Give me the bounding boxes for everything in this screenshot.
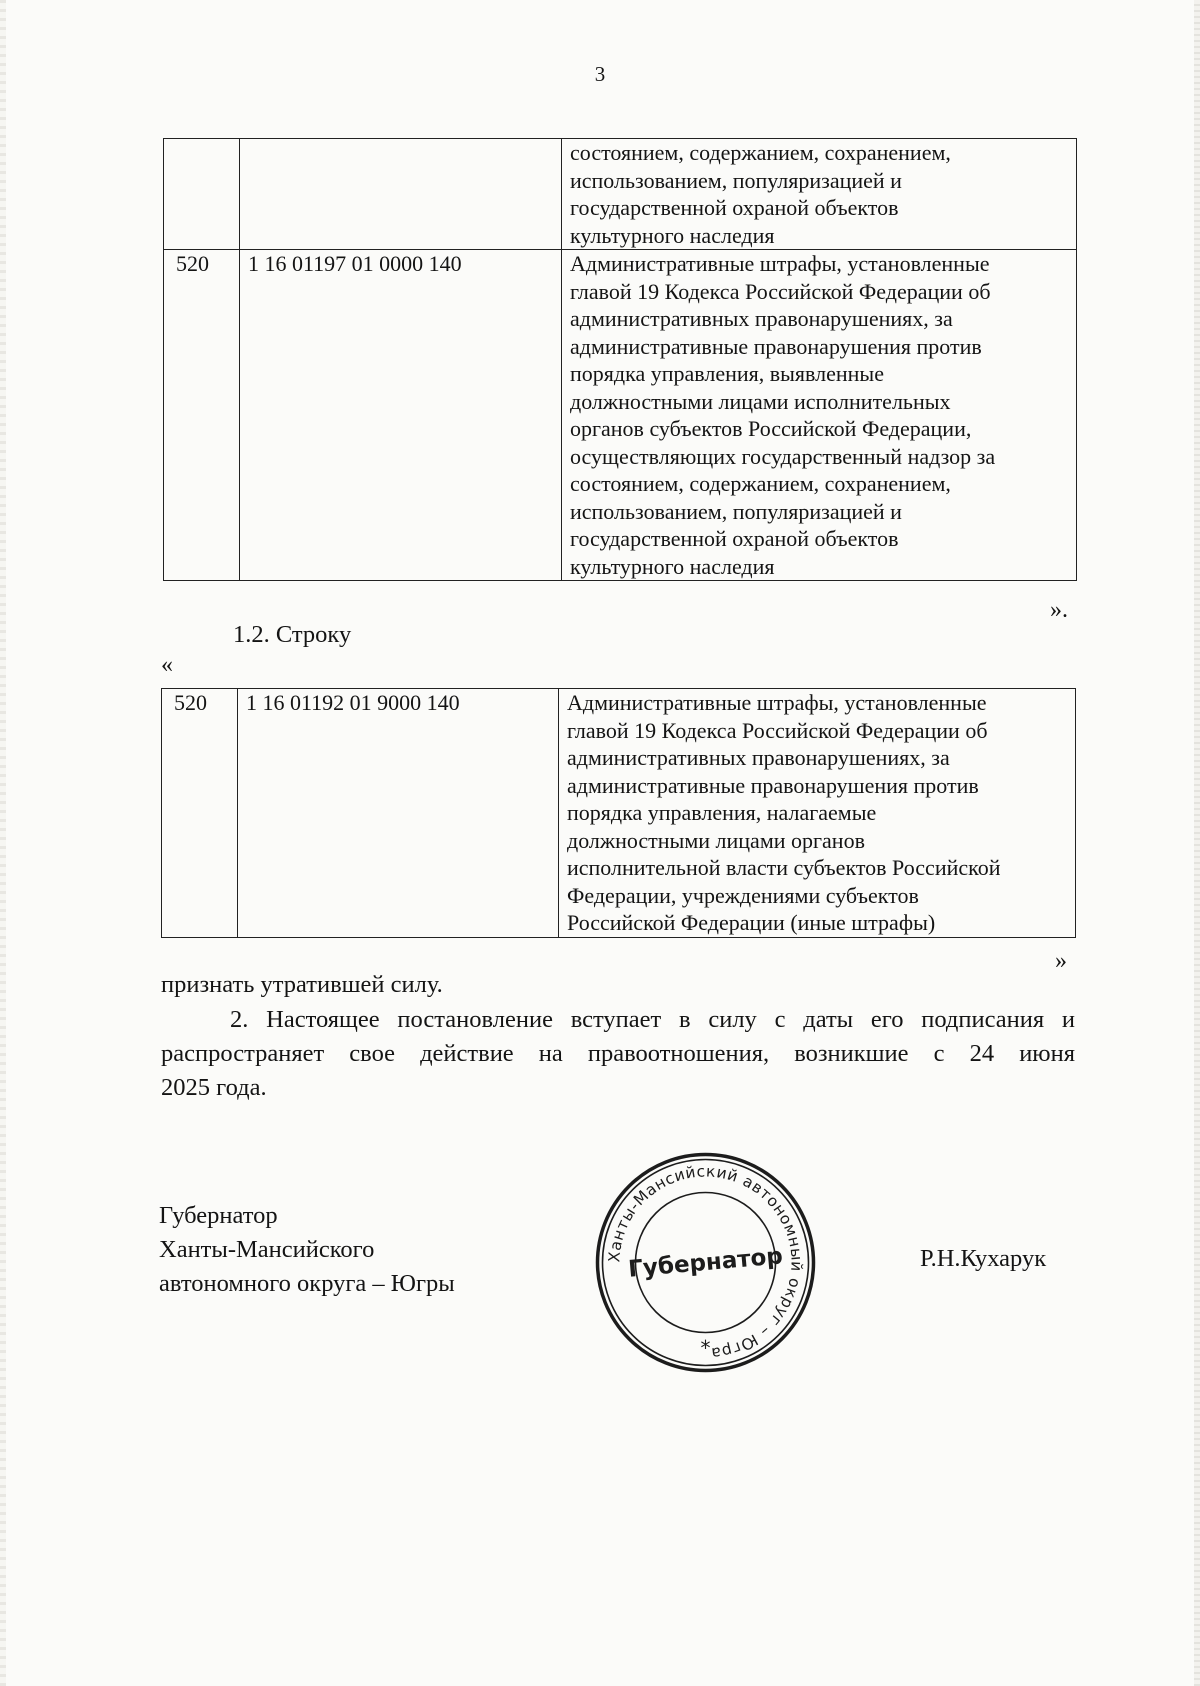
description-line: главой 19 Кодекса Российской Федерации об: [570, 278, 991, 304]
table-row: [164, 250, 1077, 581]
description-line: должностными лицами органов: [567, 827, 865, 853]
description-line: осуществляющих государственный надзор за: [570, 443, 996, 469]
income-codes-table-continued: [163, 138, 1077, 581]
description-line: культурного наследия: [570, 222, 775, 248]
paragraph-2-line-2: распространяет свое действие на правоотношения, возникшие с 24 июня: [161, 1040, 1075, 1067]
description-line: культурного наследия: [570, 553, 775, 579]
row-number-cell: 520: [162, 689, 238, 938]
description-cell: [562, 139, 1077, 250]
official-seal: [593, 1150, 818, 1375]
position-line: Ханты-Мансийского: [159, 1236, 375, 1263]
closing-quote: ».: [1050, 597, 1068, 623]
row-number-cell: 520: [164, 250, 240, 581]
description-line: должностными лицами исполнительных: [570, 388, 951, 414]
position-line: Губернатор: [159, 1202, 278, 1229]
description-line: административных правонарушениях, за: [567, 745, 950, 770]
description-line: административных правонарушениях, за: [570, 306, 953, 331]
description-line: Российской Федерации (иные штрафы): [567, 910, 936, 935]
description-line: исполнительной власти субъектов Российской: [567, 855, 1001, 880]
page-number: 3: [594, 62, 606, 86]
income-code-row-table: [161, 688, 1076, 938]
opening-quote: «: [161, 652, 173, 678]
closing-quote: »: [1055, 948, 1067, 974]
description-line: Административные штрафы, установленные: [567, 690, 987, 715]
paragraph-2-line-3: 2025 года.: [161, 1074, 267, 1101]
description-line: главой 19 Кодекса Российской Федерации об: [567, 717, 988, 743]
description-line: состоянием, содержанием, сохранением,: [570, 471, 951, 496]
row-number-cell: [164, 139, 240, 250]
signatory-position: [159, 1199, 455, 1301]
paragraph-2-line-1: 2. Настоящее постановление вступает в силу с даты его подписания и: [230, 1006, 1075, 1033]
description-line: состоянием, содержанием, сохранением,: [570, 140, 951, 165]
table-row: [162, 689, 1076, 938]
description-line: порядка управления, выявленные: [570, 361, 884, 386]
budget-code-cell: 1 16 01192 01 9000 140: [238, 689, 559, 938]
description-line: государственной охраной объектов: [570, 195, 899, 220]
seal-center-text: Губернатор: [627, 1243, 784, 1283]
description-line: государственной охраной объектов: [570, 526, 899, 551]
description-cell: [559, 689, 1076, 938]
description-line: использованием, популяризацией и: [570, 498, 902, 524]
table-row-continued: [164, 139, 1077, 250]
repeal-text: признать утратившей силу.: [161, 971, 443, 998]
seal-star: *: [700, 1336, 711, 1360]
description-line: органов субъектов Российской Федерации,: [570, 416, 972, 441]
item-1-2-heading: 1.2. Строку: [233, 621, 352, 648]
position-line: автономного округа – Югры: [159, 1270, 455, 1297]
description-line: порядка управления, налагаемые: [567, 800, 877, 825]
description-line: Административные штрафы, установленные: [570, 251, 990, 276]
scan-left-edge: [0, 0, 6, 1686]
description-line: административные правонарушения против: [570, 333, 982, 359]
budget-code-cell: 1 16 01197 01 0000 140: [240, 250, 562, 581]
description-cell: [562, 250, 1077, 581]
description-line: административные правонарушения против: [567, 772, 979, 798]
description-line: Федерации, учреждениями субъектов: [567, 882, 919, 908]
scan-right-edge: [1194, 0, 1200, 1686]
description-line: использованием, популяризацией и: [570, 167, 902, 193]
signatory-name: Р.Н.Кухарук: [920, 1245, 1047, 1272]
seal-ring-text: Ханты-Мансийский автономный округ – Югра: [605, 1162, 806, 1363]
budget-code-cell: [240, 139, 562, 250]
